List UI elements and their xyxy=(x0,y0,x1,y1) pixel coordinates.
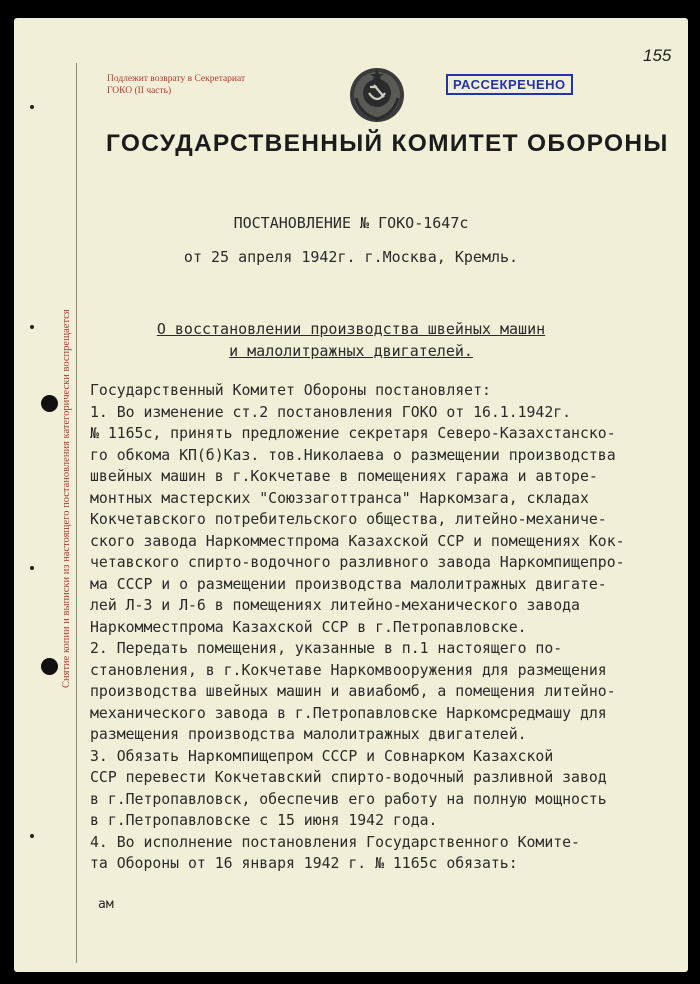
body-line: Государственный Комитет Обороны постановляет: xyxy=(90,382,491,399)
binding-mark xyxy=(30,105,34,109)
body-line: монтных мастерских "Союззаготтранса" Наркомзага, складах xyxy=(90,489,589,507)
decree-body xyxy=(90,380,670,875)
body-line: в г.Петропавловске с 15 июня 1942 года. xyxy=(90,812,438,829)
body-line: в г.Петропавловск, обеспечив его работу на полную мощность xyxy=(90,790,607,808)
body-line: го обкома КП(б)Каз. тов.Николаева о размещении производства xyxy=(90,446,616,464)
ussr-emblem-icon xyxy=(348,66,406,124)
body-line: размещения производства малолитражных двигателей. xyxy=(90,726,527,743)
subject-line-2: и малолитражных двигателей. xyxy=(229,342,473,360)
body-line: лей Л-3 и Л-6 в помещениях литейно-механического завода xyxy=(90,597,580,614)
body-line: швейных машин в г.Кокчетаве в помещениях гаража и авторе- xyxy=(90,468,598,485)
body-line: четавского спирто-водочного разливного завода Наркомпищепро- xyxy=(90,554,625,571)
body-line: ССР перевести Кокчетавский спирто-водочный разливной завод xyxy=(90,769,607,786)
body-line: 1. Во изменение ст.2 постановления ГОКО от 16.1.1942г. xyxy=(90,403,572,421)
body-line: та Обороны от 16 января 1942 г. № 1165с обязать: xyxy=(90,855,518,872)
punch-hole-upper xyxy=(41,395,58,412)
body-line: 4. Во исполнение постановления Государственного Комите- xyxy=(90,833,580,851)
margin-note: Снятие копии и выписки из настоящего постановления категорически воспрещается xyxy=(61,309,72,688)
subject-line-1: О восстановлении производства швейных машин xyxy=(156,320,546,338)
body-line: становления, в г.Кокчетаве Наркомвооружения для размещения xyxy=(90,661,607,679)
typist-initials: ам xyxy=(98,897,114,912)
binding-mark xyxy=(30,834,34,838)
binding-mark xyxy=(30,566,34,570)
body-line: Наркомместпрома Казахской ССР в г.Петропавловске. xyxy=(90,618,527,636)
decree-date-place: от 25 апреля 1942г. г.Москва, Кремль. xyxy=(183,248,519,266)
declassified-stamp: РАССЕКРЕЧЕНО xyxy=(446,74,573,95)
body-line: 2. Передать помещения, указанные в п.1 настоящего по- xyxy=(90,640,563,657)
body-line: производства швейных машин и авиабомб, а помещения литейно- xyxy=(90,683,616,700)
committee-title: ГОСУДАРСТВЕННЫЙ КОМИТЕТ ОБОРОНЫ xyxy=(106,130,669,157)
page-number: 155 xyxy=(643,46,672,65)
body-line: Кокчетавского потребительского общества, литейно-механиче- xyxy=(90,511,607,528)
body-line: 3. Обязать Наркомпищепром СССР и Совнарком Казахской xyxy=(90,747,554,765)
decree-subject xyxy=(14,318,688,362)
return-stamp xyxy=(107,73,245,97)
body-line: ма СССР и о размещении производства малолитражных двигате- xyxy=(90,575,607,593)
punch-hole-lower xyxy=(41,658,58,675)
decree-number: ПОСТАНОВЛЕНИЕ № ГОКО-1647с xyxy=(233,214,469,232)
margin-rule xyxy=(76,63,77,963)
body-line: механического завода в г.Петропавловске Наркомсредмашу для xyxy=(90,704,607,722)
document-page xyxy=(14,18,688,972)
body-line: № 1165с, принять предложение секретаря Северо-Казахстанско- xyxy=(90,425,616,442)
return-stamp-line2: ГОКО (II часть) xyxy=(107,86,172,96)
body-line: ского завода Наркомместпрома Казахской ССР и помещениях Кок- xyxy=(90,532,625,550)
return-stamp-line1: Подлежит возврату в Секретариат xyxy=(107,74,246,84)
